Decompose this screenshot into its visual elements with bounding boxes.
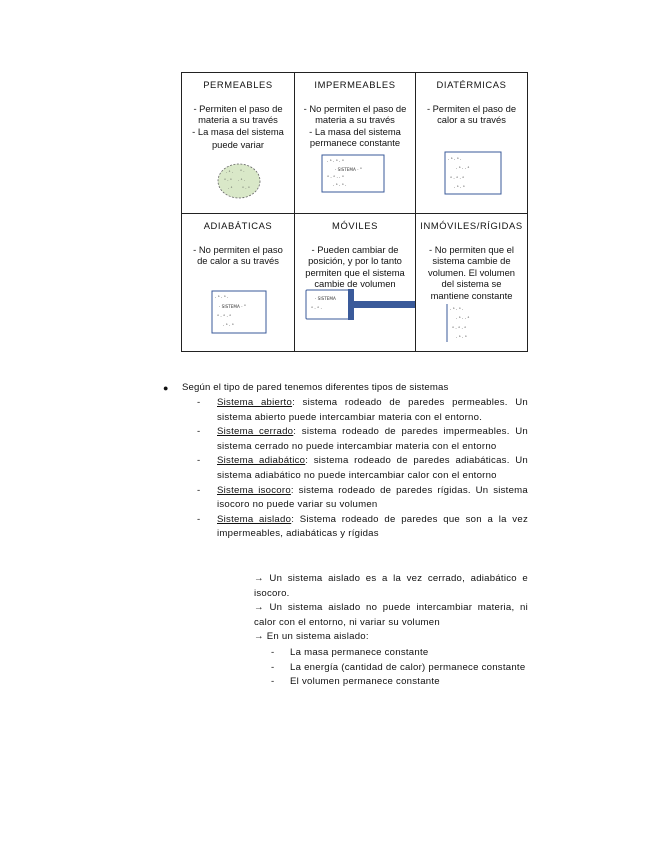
svg-text:° · ° · °: ° · ° · ° xyxy=(217,314,232,319)
desc-line: - No permiten el paso xyxy=(193,243,283,255)
system-term: Sistema aislado xyxy=(217,513,292,525)
svg-text:· ° · ° · °: · ° · ° · ° xyxy=(327,159,344,164)
note-item: → Un sistema aislado es a la vez cerrado, adiabático e isocoro. xyxy=(254,573,528,599)
dash-marker: - xyxy=(197,513,201,525)
note-item: → En un sistema aislado: xyxy=(254,631,369,643)
svg-text:° ·: ° · xyxy=(240,169,245,174)
list-item xyxy=(197,396,528,425)
dash-marker: - xyxy=(197,397,201,408)
impermeable-box-icon xyxy=(321,154,385,194)
svg-text:· ° · ° ·: · ° · ° · xyxy=(450,307,464,312)
list-item xyxy=(197,513,528,542)
intro-text: Según el tipo de pared tenemos diferentes tipos de sistemas xyxy=(182,382,449,393)
system-term: Sistema isocoro xyxy=(217,484,291,496)
cell-permeables xyxy=(182,73,295,214)
desc-line: - Pueden cambiar de xyxy=(311,243,399,255)
svg-text:· ° · · °: · ° · · ° xyxy=(456,166,470,171)
svg-text:· SISTEMA · °: · SISTEMA · ° xyxy=(219,304,246,309)
svg-text:° · °: ° · ° xyxy=(224,178,232,183)
cell-description xyxy=(298,103,412,149)
piston-icon xyxy=(305,284,416,324)
desc-line: volumen. El volumen xyxy=(427,266,516,278)
system-definition: : sistema rodeado de paredes impermeables. Un sistema cerrado no puede intercambiar materia con el entorno xyxy=(217,426,528,452)
cell-impermeables xyxy=(295,73,416,214)
desc-line: - No permiten que el xyxy=(429,243,514,255)
cell-description xyxy=(185,103,291,151)
cell-description xyxy=(419,244,524,302)
system-definition: : sistema rodeado de paredes adiabáticas. Un sistema adiabático no puede intercambiar calor con el entorno xyxy=(217,455,528,481)
dash-marker: - xyxy=(197,455,201,467)
svg-text:· ° · ° ·: · ° · ° · xyxy=(333,183,347,188)
desc-line: - La masa del sistema xyxy=(192,125,284,137)
svg-text:· ° · · °: · ° · · ° xyxy=(456,316,470,321)
desc-line: puede variar xyxy=(211,139,265,151)
point-text: La masa permanece constante xyxy=(290,647,429,658)
isolated-notes xyxy=(254,572,528,645)
note-item: → Un sistema aislado no puede intercambiar materia, ni calor con el entorno, ni variar su volumen xyxy=(254,602,528,628)
dash-marker: - xyxy=(271,647,275,658)
desc-line: - No permiten el paso de xyxy=(303,102,407,114)
desc-line: - La masa del sistema xyxy=(309,125,401,137)
desc-line: materia a su través xyxy=(315,114,395,126)
svg-text:° · ° ·: ° · ° · xyxy=(311,306,322,311)
cell-inmoviles-rigidas xyxy=(416,214,527,351)
cell-title: MÓVILES xyxy=(332,220,378,231)
svg-text:· °: · ° xyxy=(228,186,233,191)
desc-line: mantiene constante xyxy=(430,289,513,301)
svg-text:· ° · ° ·: · ° · ° · xyxy=(448,157,462,162)
svg-text:· SISTEMA · °: · SISTEMA · ° xyxy=(335,167,362,172)
list-item xyxy=(197,425,528,454)
system-term: Sistema abierto xyxy=(217,397,293,408)
dash-marker: - xyxy=(271,661,275,673)
svg-text:· ° ·: · ° · xyxy=(226,170,234,175)
system-definition: : sistema rodeado de paredes permeables. Un sistema abierto puede intercambiar materia con el entorno. xyxy=(217,397,529,423)
svg-text:· SISTEMA: · SISTEMA xyxy=(315,296,336,301)
cell-moviles xyxy=(295,214,416,351)
diathermic-box-icon xyxy=(444,151,502,195)
svg-text:· ° · °: · ° · ° xyxy=(456,335,467,340)
cell-title: DIATÉRMICAS xyxy=(436,79,507,90)
adiabatic-box-icon xyxy=(211,290,267,334)
svg-text:· ° · °: · ° · ° xyxy=(223,323,234,328)
desc-line: - Permiten el paso de xyxy=(426,102,517,114)
list-item xyxy=(197,484,528,513)
desc-line: de calor a su través xyxy=(197,255,279,267)
svg-text:· ° ·: · ° · xyxy=(238,178,246,183)
permeable-ellipse-icon xyxy=(216,161,262,201)
desc-line: sistema cambie de xyxy=(432,255,511,267)
cell-description xyxy=(419,103,524,126)
cell-description xyxy=(185,244,291,267)
system-types-list xyxy=(197,396,528,542)
desc-line: permanece constante xyxy=(309,137,401,149)
desc-line: calor a su través xyxy=(437,114,506,126)
list-item xyxy=(271,675,528,690)
dash-marker: - xyxy=(197,484,201,496)
svg-text:· ° · ° ·: · ° · ° · xyxy=(215,295,229,300)
cell-title: ADIABÁTICAS xyxy=(203,220,273,231)
desc-line: del sistema se xyxy=(441,278,502,290)
point-text: El volumen permanece constante xyxy=(290,676,440,688)
system-definition: : sistema rodeado de paredes rígidas. Un sistema isocoro no puede variar su volumen xyxy=(217,484,528,511)
svg-text:° · °: ° · ° xyxy=(242,186,250,191)
system-term: Sistema cerrado xyxy=(217,426,294,438)
bullet-icon: ● xyxy=(163,383,169,393)
desc-line: permiten que el sistema xyxy=(305,266,405,278)
desc-line: - Permiten el paso de xyxy=(193,102,283,114)
desc-line: posición, y por lo tanto xyxy=(308,255,402,267)
desc-line: materia a su través xyxy=(198,114,278,126)
cell-description xyxy=(298,244,412,290)
svg-text:° · ° · · °: ° · ° · · ° xyxy=(327,175,344,180)
list-item xyxy=(271,646,528,661)
system-term: Sistema adiabático xyxy=(217,455,306,467)
rigid-box-icon xyxy=(446,303,500,343)
svg-text:° · ° · °: ° · ° · ° xyxy=(452,326,467,331)
wall-types-table xyxy=(181,72,528,352)
cell-title: IMPERMEABLES xyxy=(314,79,396,90)
system-definition: : Sistema rodeado de paredes que son a la vez impermeables, adiabáticas y rígidas xyxy=(217,513,528,540)
desc-line: cambie de volumen xyxy=(314,278,396,290)
point-text: La energía (cantidad de calor) permanece constante xyxy=(290,661,526,673)
cell-adiabaticas xyxy=(182,214,295,351)
dash-marker: - xyxy=(197,426,201,438)
list-item xyxy=(271,661,528,676)
isolated-points xyxy=(271,646,528,690)
list-item xyxy=(197,454,528,483)
svg-text:· ° · °: · ° · ° xyxy=(454,185,465,190)
svg-text:° · ° · °: ° · ° · ° xyxy=(450,176,465,181)
cell-title: INMÓVILES/RÍGIDAS xyxy=(420,220,523,231)
cell-diatermicas xyxy=(416,73,527,214)
cell-title: PERMEABLES xyxy=(203,79,273,90)
dash-marker: - xyxy=(271,676,275,688)
